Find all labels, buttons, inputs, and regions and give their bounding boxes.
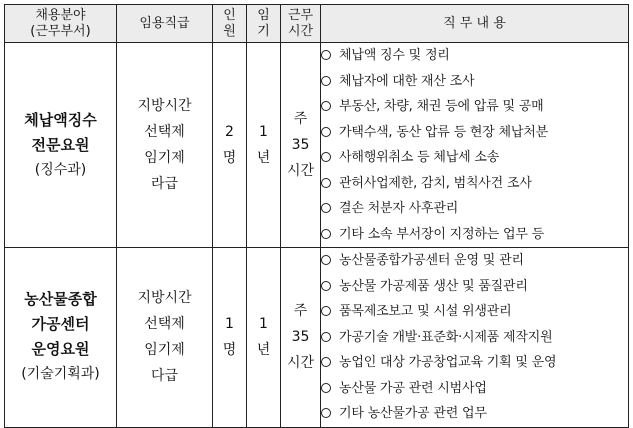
circle-bullet-icon [321,178,331,188]
duty-text: 부동산, 차량, 채권 등에 압류 및 공매 [339,99,544,114]
circle-bullet-icon [321,203,331,213]
duty-text: 농산물 가공제품 생산 및 품질관리 [339,278,528,294]
header-hours [281,5,321,43]
count-value: 1 [225,316,234,333]
duties-cell [321,248,629,428]
header-field-line-1: 채용분야 [35,7,86,23]
list-item [321,43,628,69]
grade-line: 지방시간 [137,290,192,307]
term-value: 1 [259,124,268,140]
field-cell [5,248,117,428]
job-posting-table [4,4,629,428]
field-cell [5,43,117,248]
duty-text: 사해행위취소 등 체납세 소송 [339,150,500,165]
circle-bullet-icon [321,332,331,342]
count-cell [213,43,247,248]
circle-bullet-icon [321,76,331,86]
hours-cell [281,43,321,248]
grade-line: 선택제 [144,316,185,333]
field-name-line: 농산물종합 [24,290,97,309]
duty-text: 결손 처분자 사후관리 [339,201,459,216]
duty-list [321,43,628,247]
field-name-line: 운영요원 [31,340,90,359]
count-unit: 명 [222,342,237,359]
header-term [247,5,281,43]
duty-text: 농산물 가공 관련 시범사업 [339,380,487,396]
list-item [321,171,628,197]
list-item [321,274,628,300]
duty-text: 가택수색, 동산 압류 등 현장 체납처분 [339,124,548,140]
duty-text: 농산물종합가공센터 운영 및 관리 [339,253,524,268]
department-label: (기술기획과) [21,366,100,383]
table-row [5,248,629,428]
duty-text: 품목제조보고 및 시설 위생관리 [339,304,512,319]
list-item [321,401,628,427]
list-item [321,376,628,402]
list-item [321,120,628,146]
grade-cell [117,248,213,428]
header-count-line-1: 인 [223,7,236,23]
hours-line: 주 [293,111,308,127]
table-row [5,43,629,248]
header-row [5,5,629,43]
header-duties: 직 무 내 용 [321,5,629,43]
hours-cell [281,248,321,428]
circle-bullet-icon [321,408,331,418]
term-cell [247,43,281,248]
header-hours-line-1: 근무 [287,7,314,23]
header-count-line-2: 원 [223,23,236,39]
circle-bullet-icon [321,306,331,316]
term-value: 1 [259,316,268,333]
hours-line: 시간 [286,163,315,179]
circle-bullet-icon [321,229,331,239]
header-count [213,5,247,43]
circle-bullet-icon [321,383,331,393]
duty-text: 가공기술 개발·표준화·시제품 제작지원 [339,329,553,345]
header-field-line-2: (근무부서) [30,23,91,39]
term-unit: 년 [256,150,271,166]
list-item [321,325,628,351]
circle-bullet-icon [321,127,331,137]
department-label: (징수과) [34,161,87,178]
list-item [321,145,628,171]
circle-bullet-icon [321,357,331,367]
duties-cell [321,43,629,248]
list-item [321,222,628,248]
count-unit: 명 [222,150,237,166]
list-item [321,350,628,376]
list-item [321,69,628,95]
term-unit: 년 [256,342,271,359]
list-item [321,299,628,325]
list-item [321,248,628,274]
header-field [5,5,117,43]
field-name-line: 전문요원 [31,135,90,154]
grade-line: 임기제 [144,150,185,166]
hours-line: 35 [291,329,310,346]
grade-line: 지방시간 [137,98,192,114]
grade-line: 임기제 [144,342,185,359]
duty-text: 기타 농산물가공 관련 업무 [339,406,487,421]
circle-bullet-icon [321,101,331,111]
header-hours-line-2: 시간 [287,23,314,39]
grade-line: 선택제 [144,124,185,140]
header-term-line-2: 기 [257,23,270,39]
list-item [321,94,628,120]
hours-line: 35 [291,137,310,153]
grade-cell [117,43,213,248]
count-cell [213,248,247,428]
circle-bullet-icon [321,152,331,162]
duty-text: 농업인 대상 가공창업교육 기획 및 운영 [339,355,557,370]
duty-text: 체납자에 대한 재산 조사 [339,73,475,89]
grade-line: 라급 [150,176,179,192]
list-item [321,196,628,222]
header-grade: 임용직급 [117,5,213,43]
duty-list [321,248,628,427]
hours-line: 시간 [286,355,315,372]
grade-line: 다급 [150,368,179,385]
count-value: 2 [225,124,234,140]
hours-line: 주 [293,303,308,320]
circle-bullet-icon [321,50,331,60]
term-cell [247,248,281,428]
header-term-line-1: 임 [257,7,270,23]
field-name-line: 가공센터 [31,315,90,334]
duty-text: 기타 소속 부서장이 지정하는 업무 등 [339,226,545,242]
field-name-line: 체납액징수 [24,110,97,129]
circle-bullet-icon [321,281,331,291]
circle-bullet-icon [321,255,331,265]
duty-text: 체납액 징수 및 정리 [339,48,450,63]
duty-text: 관허사업제한, 감치, 범칙사건 조사 [339,175,532,191]
